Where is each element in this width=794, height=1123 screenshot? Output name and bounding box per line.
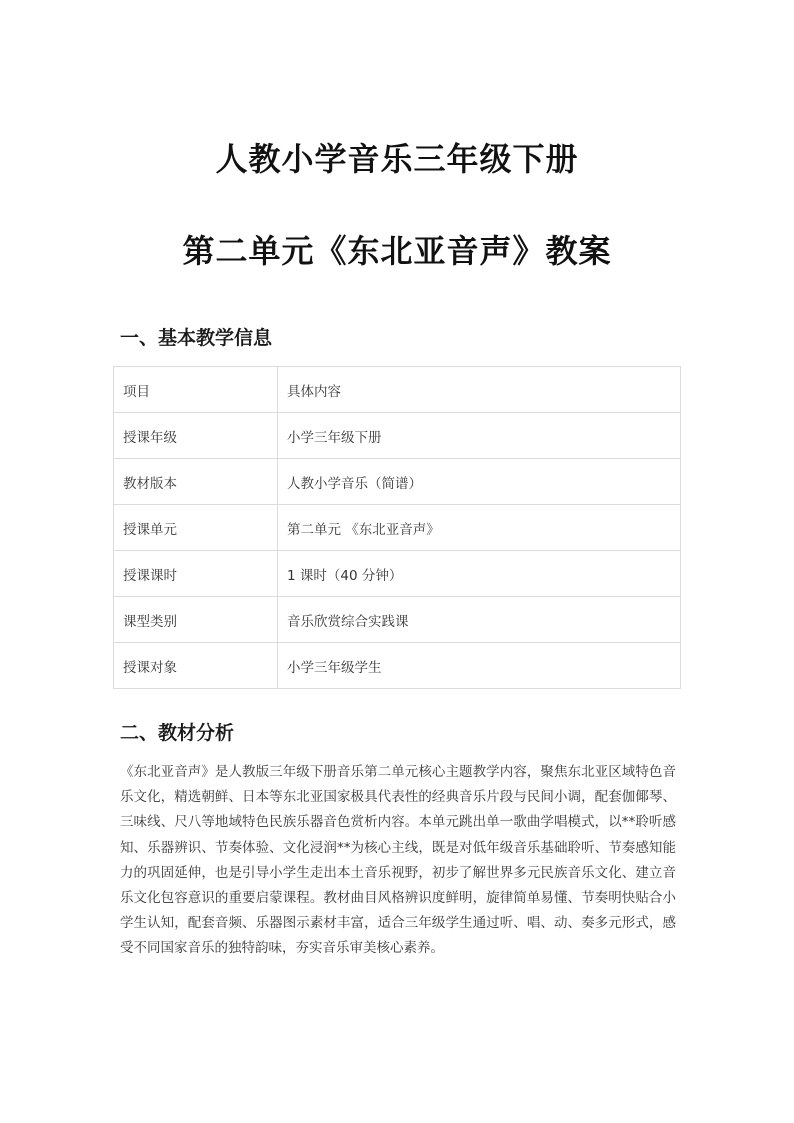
table-row <box>114 413 681 459</box>
table-row <box>114 597 681 643</box>
table-cell-value: 小学三年级学生 <box>278 643 681 689</box>
table-header-cell: 项目 <box>114 367 278 413</box>
table-cell-value: 1 课时（40 分钟） <box>278 551 681 597</box>
table-cell-label: 授课课时 <box>114 551 278 597</box>
table-cell-value: 人教小学音乐（简谱） <box>278 459 681 505</box>
table-cell-label: 课型类别 <box>114 597 278 643</box>
table-cell-value: 音乐欣赏综合实践课 <box>278 597 681 643</box>
table-cell-label: 教材版本 <box>114 459 278 505</box>
table-row <box>114 643 681 689</box>
table-header-row <box>114 367 681 413</box>
table-cell-label: 授课单元 <box>114 505 278 551</box>
basic-info-table <box>113 366 681 689</box>
table-row <box>114 551 681 597</box>
section-heading-material-analysis: 二、教材分析 <box>120 722 235 744</box>
table-cell-label: 授课年级 <box>114 413 278 459</box>
material-analysis-paragraph: 《东北亚音声》是人教版三年级下册音乐第二单元核心主题教学内容，聚焦东北亚区域特色音乐文化，精选朝鲜、日本等东北亚国家极具代表性的经典音乐片段与民间小调，配套伽倻琴、三味线、尺八等地域特色民族乐器音色赏析内容。本单元跳出单一歌曲学唱模式，以**聆听感知、乐器辨识、节奏体验、文化浸润**为核心主线，既是对低年级音乐基础聆听、节奏感知能力的巩固延伸，也是引导小学生走出本土音乐视野，初步了解世界多元民族音乐文化、建立音乐文化包容意识的重要启蒙课程。教材曲目风格辨识度鲜明，旋律简单易懂、节奏明快贴合小学生认知，配套音频、乐器图示素材丰富，适合三年级学生通过听、唱、动、奏多元形式，感受不同国家音乐的独特韵味，夯实音乐审美核心素养。 <box>120 764 676 957</box>
table-row <box>114 505 681 551</box>
table-header-cell: 具体内容 <box>278 367 681 413</box>
document-title-line2: 第二单元《东北亚音声》教案 <box>182 232 612 270</box>
table-cell-value: 第二单元 《东北亚音声》 <box>278 505 681 551</box>
table-row <box>114 459 681 505</box>
table-cell-label: 授课对象 <box>114 643 278 689</box>
table-cell-value: 小学三年级下册 <box>278 413 681 459</box>
section-heading-basic-info: 一、基本教学信息 <box>120 327 273 349</box>
document-title-line1: 人教小学音乐三年级下册 <box>215 140 579 178</box>
